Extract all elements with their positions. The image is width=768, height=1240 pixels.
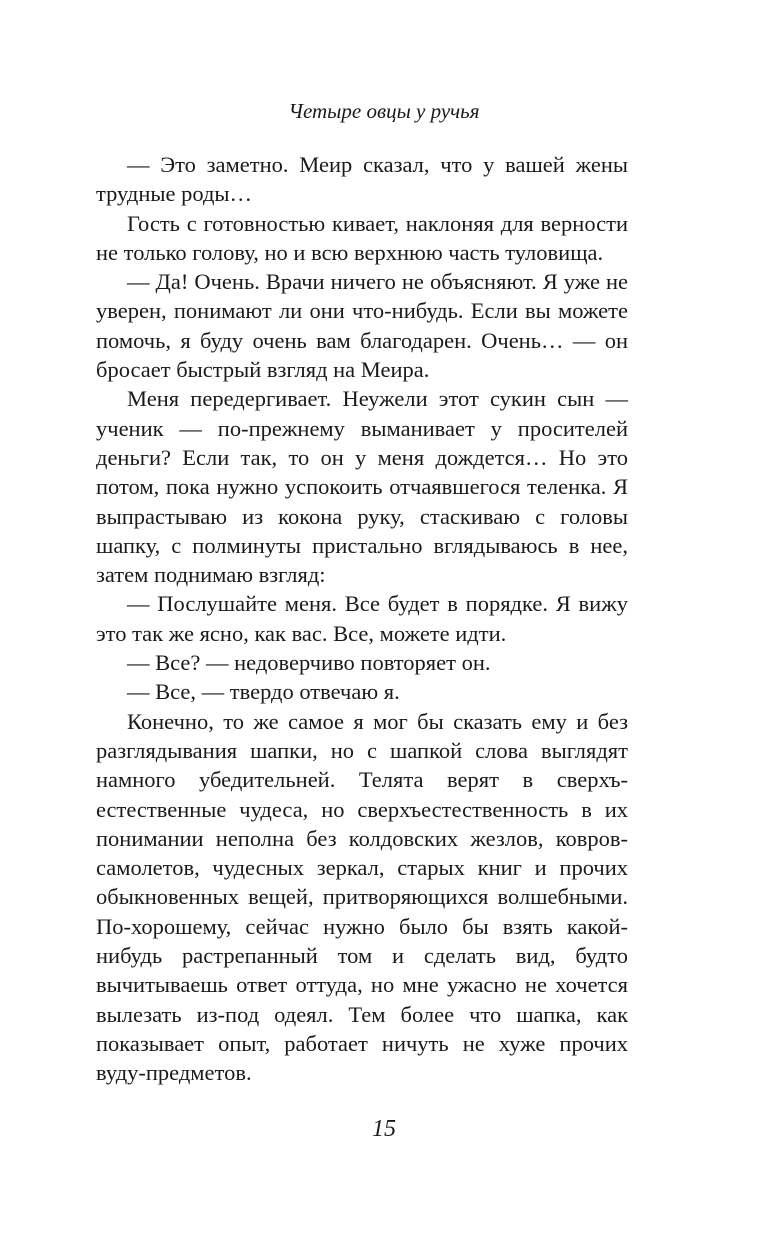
- paragraph: Конечно, то же самое я мог бы сказать ему и без разглядывания шапки, но с шапкой слова выглядят намного убедительней. Телята верят в сверхъестественные чудеса, но сверхъестественность в их понимании неполна без колдовских жезлов, ковров-самолетов, чудесных зеркал, старых книг и прочих обыкновенных вещей, притворяющихся волшебными. По-хорошему, сейчас нужно было бы взять какой-нибудь растрепанный том и сделать вид, будто вычитываешь ответ оттуда, но мне ужасно не хочется вылезать из-под одеял. Тем более что шапка, как показывает опыт, работает ничуть не хуже прочих вуду-предметов.: [96, 708, 628, 1086]
- running-title: Четыре овцы у ручья: [288, 99, 480, 123]
- page-number: 15: [372, 1116, 396, 1142]
- body-text: [96, 150, 628, 1088]
- paragraph: — Послушайте меня. Все будет в порядке. Я вижу это так же ясно, как вас. Все, можете идти.: [96, 591, 628, 646]
- paragraph: Гость с готовностью кивает, наклоняя для верности не только голову, но и всю верхнюю часть туловища.: [96, 210, 628, 265]
- paragraph: — Все, — твердо отвечаю я.: [127, 679, 400, 705]
- paragraph: — Это заметно. Меир сказал, что у вашей жены трудные роды…: [96, 152, 628, 207]
- paragraph: Меня передергивает. Неужели этот сукин сын — ученик — по-прежнему выманивает у просителей деньги? Если так, то он у меня дождется… Но это потом, пока нужно успокоить отчаявшегося теленка. Я выпрастываю из кокона руку, стаскиваю с головы шапку, с полминуты пристально вглядываюсь в нее, затем поднимаю взгляд:: [96, 386, 628, 588]
- paragraph: — Да! Очень. Врачи ничего не объясняют. Я уже не уверен, понимают ли они что-нибудь. Если вы можете помочь, я буду очень вам благодарен. Очень… — он бросает быстрый взгляд на Меира.: [96, 269, 628, 383]
- paragraph: — Все? — недоверчиво повторяет он.: [127, 650, 491, 676]
